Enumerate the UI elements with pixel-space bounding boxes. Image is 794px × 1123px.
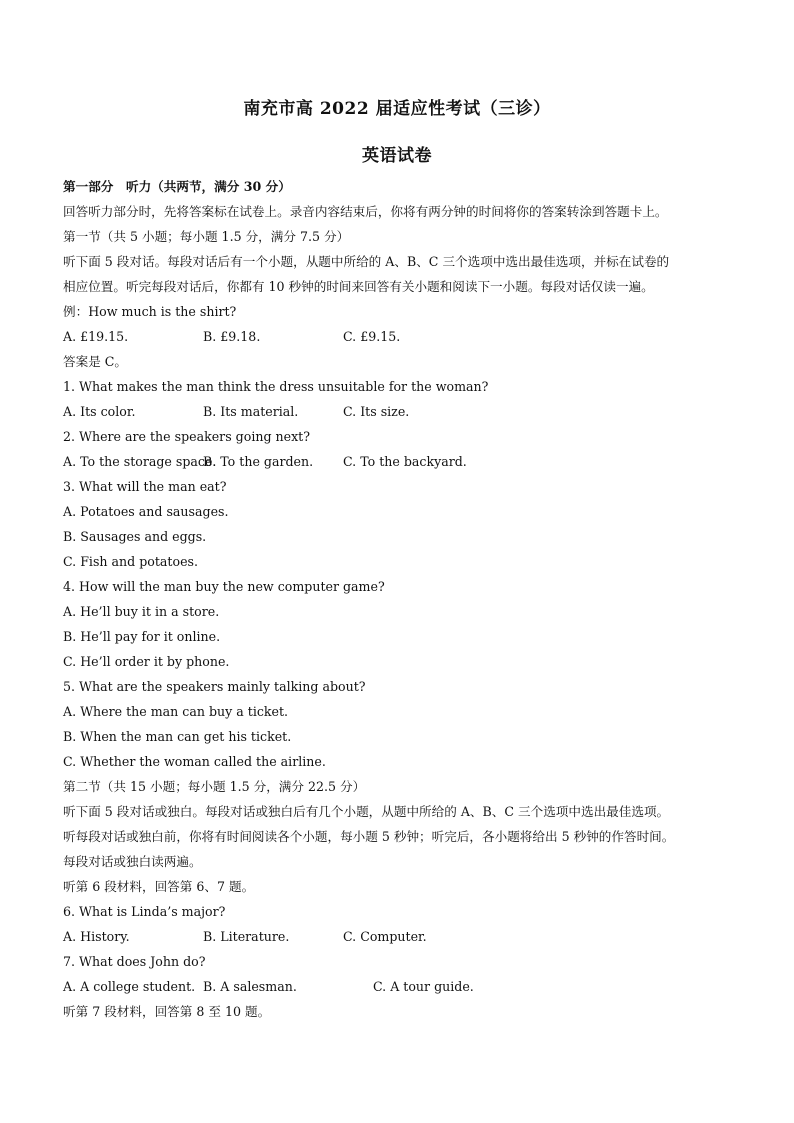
option-c: C. Its size. [343,404,410,419]
material-7-note: 听第 7 段材料，回答第 8 至 10 题。 [63,1004,271,1019]
option-a: A. To the storage space. [63,454,217,469]
option-c: C. He’ll order it by phone. [63,654,230,669]
option-c: C. To the backyard. [343,454,467,469]
option-a: A. Potatoes and sausages. [63,504,229,519]
option-a: A. Its color. [63,404,136,419]
question-5: 5. What are the speakers mainly talking about? [63,679,366,694]
option-c: C. A tour guide. [373,979,474,994]
option-a: A. £19.15. [63,329,129,344]
section2-heading: 第二节（共 15 小题；每小题 1.5 分，满分 22.5 分） [63,779,366,794]
option-b: B. He’ll pay for it online. [63,629,221,644]
question-1-options [63,399,753,424]
question-7-options [63,974,753,999]
section1-instruction: 听下面 5 段对话。每段对话后有一个小题，从题中所给的 A、B、C 三个选项中选出最佳选项，并标在试卷的 [63,254,670,269]
option-a: A. He’ll buy it in a store. [63,604,220,619]
option-c: C. £9.15. [343,329,401,344]
question-2: 2. Where are the speakers going next? [63,429,310,444]
section2-instruction: 听下面 5 段对话或独白。每段对话或独白后有几个小题，从题中所给的 A、B、C 三个选项中选出最佳选项。 [63,804,670,819]
option-b: B. Sausages and eggs. [63,529,207,544]
material-6-note: 听第 6 段材料，回答第 6、7 题。 [63,879,255,894]
section1-instruction: 相应位置。听完每段对话后，你都有 10 秒钟的时间来回答有关小题和阅读下一小题。每段对话仅读一遍。 [63,279,654,294]
option-b: B. £9.18. [203,329,261,344]
option-b: B. When the man can get his ticket. [63,729,292,744]
option-a: A. Where the man can buy a ticket. [63,704,289,719]
exam-title: 南充市高 2022 届适应性考试（三诊） [243,99,551,119]
question-3: 3. What will the man eat? [63,479,227,494]
option-a: A. A college student. [63,979,196,994]
question-6: 6. What is Linda’s major? [63,904,226,919]
option-c: C. Computer. [343,929,427,944]
option-b: B. Literature. [203,929,290,944]
question-6-options [63,924,753,949]
option-c: C. Whether the woman called the airline. [63,754,326,769]
section2-instruction: 每段对话或独白读两遍。 [63,854,202,869]
example-answer: 答案是 C。 [63,354,128,369]
option-c: C. Fish and potatoes. [63,554,198,569]
section2-instruction: 听每段对话或独白前，你将有时间阅读各个小题，每小题 5 秒钟；听完后，各小题将给出 5 秒钟的作答时间。 [63,829,675,844]
listening-intro: 回答听力部分时，先将答案标在试卷上。录音内容结束后，你将有两分钟的时间将你的答案转涂到答题卡上。 [63,204,668,219]
question-1: 1. What makes the man think the dress unsuitable for the woman? [63,379,489,394]
example-question: 例：How much is the shirt? [63,304,237,319]
section1-heading: 第一节（共 5 小题；每小题 1.5 分，满分 7.5 分） [63,229,350,244]
part1-heading: 第一部分 听力（共两节，满分 30 分） [63,179,291,194]
exam-subtitle: 英语试卷 [362,146,432,166]
option-b: B. Its material. [203,404,299,419]
question-2-options [63,449,753,474]
question-4: 4. How will the man buy the new computer game? [63,579,385,594]
question-7: 7. What does John do? [63,954,206,969]
option-a: A. History. [63,929,130,944]
example-options [63,324,753,349]
exam-body [63,174,753,1024]
option-b: B. A salesman. [203,979,297,994]
option-b: B. To the garden. [203,454,314,469]
